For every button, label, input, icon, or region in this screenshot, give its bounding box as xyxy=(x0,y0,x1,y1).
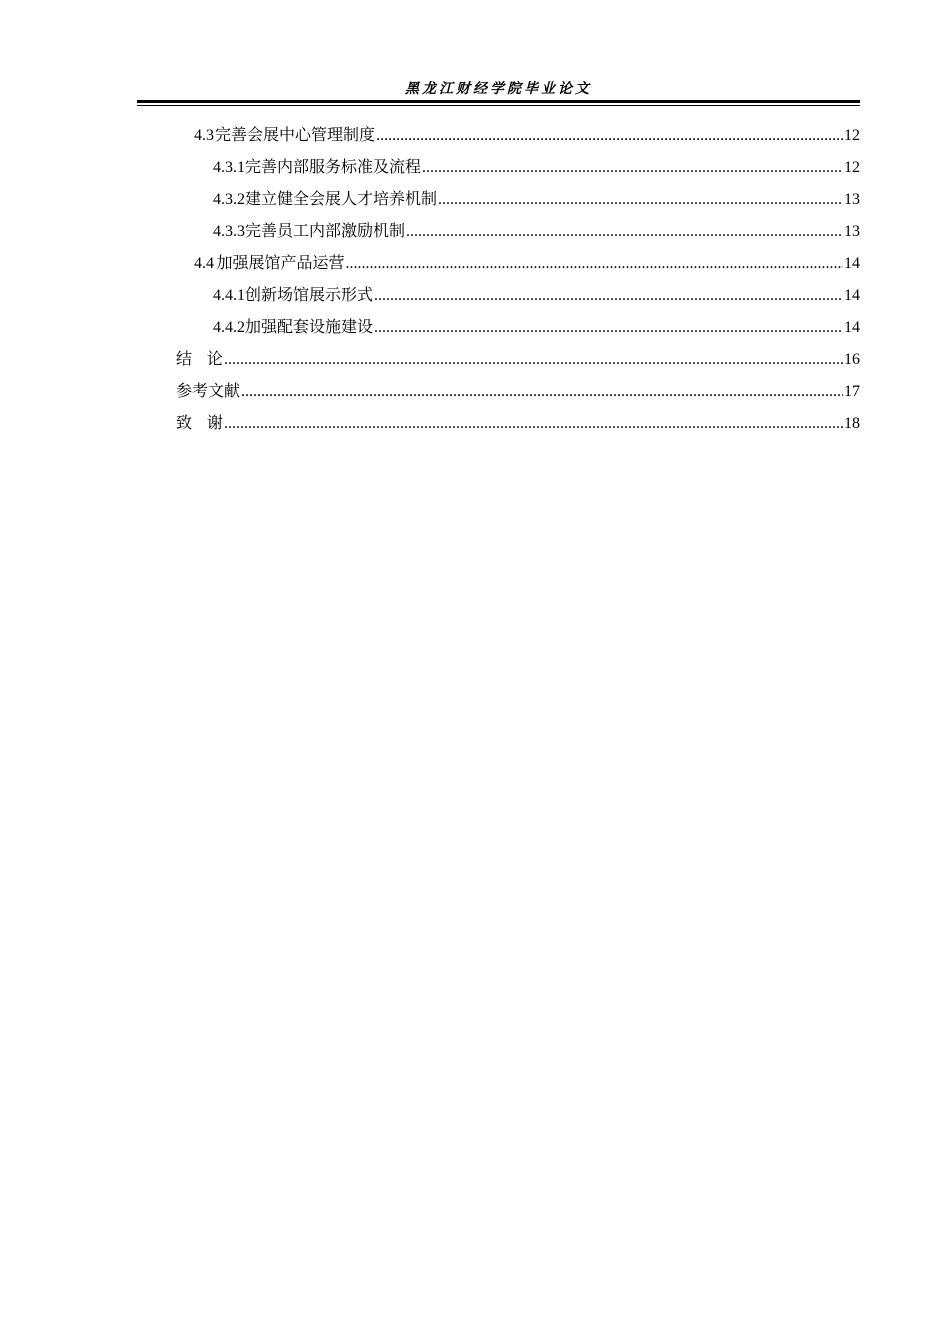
toc-entry-page: 14 xyxy=(844,319,860,336)
toc-entry-4-3-3[interactable] xyxy=(176,218,860,250)
toc-entry-title: 参考文献 xyxy=(176,381,241,400)
toc-entry-title: 结论 xyxy=(176,349,223,368)
toc-entry-page: 12 xyxy=(844,127,860,144)
toc-entry-title: 建立健全会展人才培养机制 xyxy=(245,189,438,208)
toc-entry-page: 17 xyxy=(844,383,860,400)
header-rule-thin xyxy=(137,105,860,106)
toc-dot-leader xyxy=(438,187,843,213)
toc-dot-leader xyxy=(376,123,843,149)
toc-entry-number: 4.4 xyxy=(194,255,214,272)
toc-dot-leader xyxy=(374,315,843,341)
toc-entry-4-4[interactable] xyxy=(176,250,860,282)
toc-entry-title: 创新场馆展示形式 xyxy=(245,285,374,304)
toc-entry-4-3[interactable] xyxy=(176,122,860,154)
toc-entry-number: 4.3.1 xyxy=(213,159,245,176)
toc-entry-references[interactable] xyxy=(176,378,860,410)
toc-entry-title: 完善会展中心管理制度 xyxy=(215,125,376,144)
header-rule-thick xyxy=(137,100,860,103)
toc-entry-title: 完善员工内部激励机制 xyxy=(245,221,406,240)
toc-entry-4-4-2[interactable] xyxy=(176,314,860,346)
toc-entry-number: 4.4.1 xyxy=(213,287,245,304)
toc-entry-page: 13 xyxy=(844,191,860,208)
toc-entry-number: 4.4.2 xyxy=(213,319,245,336)
toc-entry-number: 4.3 xyxy=(194,127,214,144)
toc-dot-leader xyxy=(422,155,843,181)
toc-entry-page: 12 xyxy=(844,159,860,176)
toc-entry-page: 18 xyxy=(844,415,860,432)
toc-entry-title: 加强配套设施建设 xyxy=(245,317,374,336)
running-header: 黑龙江财经学院毕业论文 xyxy=(405,81,592,97)
toc-entry-title: 完善内部服务标准及流程 xyxy=(245,157,422,176)
toc-dot-leader xyxy=(224,411,843,437)
toc-entry-conclusion[interactable] xyxy=(176,346,860,378)
toc-entry-title: 加强展馆产品运营 xyxy=(216,253,345,272)
toc-entry-page: 14 xyxy=(844,287,860,304)
toc-entry-page: 13 xyxy=(844,223,860,240)
toc-dot-leader xyxy=(241,379,843,405)
toc-entry-4-3-2[interactable] xyxy=(176,186,860,218)
toc-entry-title: 致谢 xyxy=(176,413,223,432)
toc-entry-page: 16 xyxy=(844,351,860,368)
toc-entry-acknowledgements[interactable] xyxy=(176,410,860,442)
toc-entry-4-4-1[interactable] xyxy=(176,282,860,314)
toc-dot-leader xyxy=(406,219,843,245)
toc-dot-leader xyxy=(224,347,843,373)
toc-dot-leader xyxy=(374,283,843,309)
toc-entry-page: 14 xyxy=(844,255,860,272)
table-of-contents xyxy=(176,122,860,442)
toc-entry-number: 4.3.3 xyxy=(213,223,245,240)
toc-entry-number: 4.3.2 xyxy=(213,191,245,208)
toc-entry-4-3-1[interactable] xyxy=(176,154,860,186)
toc-dot-leader xyxy=(345,251,843,277)
